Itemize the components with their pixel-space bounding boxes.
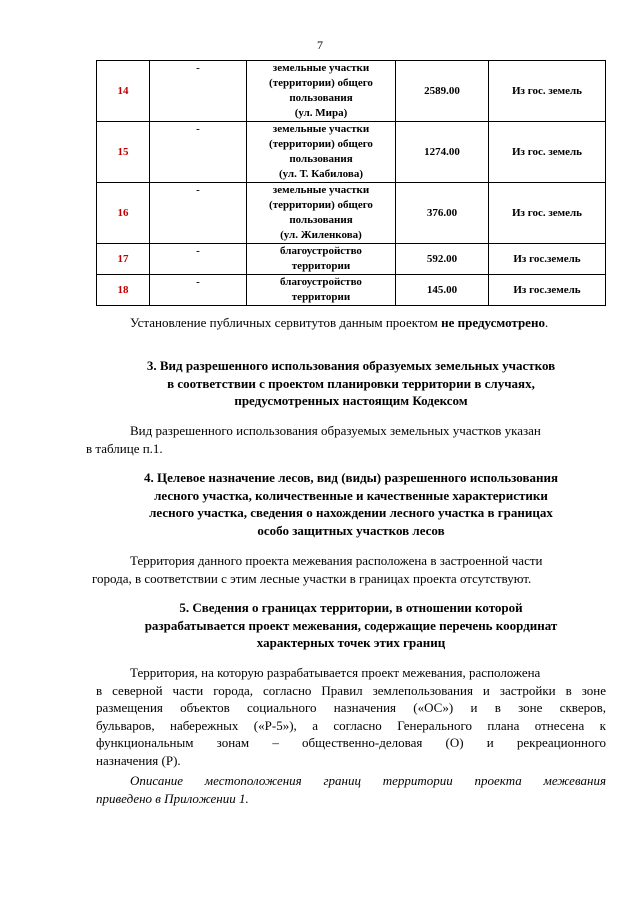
section-5-heading bbox=[96, 599, 606, 652]
row-area: 1274.00 bbox=[396, 122, 489, 183]
row-description-line: пользования bbox=[289, 153, 353, 165]
section-5-body-line: назначения (Р). bbox=[96, 752, 181, 768]
section-3-heading-line: в соответствии с проектом планировки территории в случаях, bbox=[167, 375, 535, 391]
section-5-body-line: функциональным зонам – общественно-деловая (О) и рекреационного bbox=[96, 735, 606, 750]
row-number: 18 bbox=[97, 275, 150, 306]
appendix-note-line: приведено в Приложении 1. bbox=[96, 790, 249, 806]
row-description bbox=[247, 275, 396, 306]
section-4-heading-line: 4. Целевое назначение лесов, вид (виды) разрешенного использования bbox=[144, 470, 558, 485]
section-5-heading-line: разрабатывается проект межевания, содержащие перечень координат bbox=[144, 617, 558, 633]
section-3-heading-line: предусмотренных настоящим Кодексом bbox=[234, 393, 468, 408]
row-description-line: территории bbox=[291, 260, 351, 272]
servitude-end: . bbox=[544, 315, 549, 330]
row-description-line: благоустройство bbox=[280, 245, 362, 257]
row-description-line: земельные участки bbox=[272, 62, 370, 74]
row-dash: - bbox=[150, 244, 247, 275]
section-5-body-line: бульваров, набережных («Р-5»), а согласно Генерального плана отнесена к bbox=[96, 717, 606, 733]
row-dash: - bbox=[150, 275, 247, 306]
table-row bbox=[97, 122, 606, 183]
appendix-note-line: Описание местоположения границ территории проекта межевания bbox=[130, 773, 606, 788]
servitude-paragraph bbox=[96, 314, 606, 332]
row-description bbox=[247, 61, 396, 122]
row-description-line: земельные участки bbox=[272, 184, 370, 196]
table-row bbox=[97, 183, 606, 244]
row-description-line: (территории) общего bbox=[269, 138, 373, 150]
row-area: 145.00 bbox=[396, 275, 489, 306]
row-description-line: (ул. Жиленкова) bbox=[280, 229, 362, 241]
section-4-heading-line: особо защитных участков лесов bbox=[257, 522, 445, 538]
section-3-body-line: Вид разрешенного использования образуемых земельных участков указан bbox=[130, 423, 541, 438]
servitude-bold: не предусмотрено bbox=[441, 315, 545, 330]
section-3-body-line: в таблице п.1. bbox=[86, 440, 163, 456]
row-description-line: (территории) общего bbox=[269, 199, 373, 211]
table-row bbox=[97, 275, 606, 306]
row-description bbox=[247, 183, 396, 244]
section-5-heading-line: 5. Сведения о границах территории, в отношении которой bbox=[179, 600, 523, 615]
row-area: 2589.00 bbox=[396, 61, 489, 122]
row-description bbox=[247, 244, 396, 275]
row-number: 15 bbox=[97, 122, 150, 183]
section-4-heading-line: лесного участка, сведения о нахождении лесного участка в границах bbox=[149, 505, 553, 520]
section-5-body bbox=[96, 664, 606, 769]
row-description-line: пользования bbox=[289, 214, 353, 226]
section-3-heading-line: 3. Вид разрешенного использования образуемых земельных участков bbox=[146, 358, 556, 373]
appendix-note bbox=[96, 772, 606, 807]
row-description-line: территории bbox=[291, 291, 351, 303]
table-row bbox=[97, 244, 606, 275]
section-4-body-line: города, в соответствии с этим лесные участки в границах проекта отсутствуют. bbox=[92, 570, 532, 586]
row-area: 592.00 bbox=[396, 244, 489, 275]
row-number: 16 bbox=[97, 183, 150, 244]
section-5-heading-line: характерных точек этих границ bbox=[256, 635, 446, 650]
row-dash: - bbox=[150, 61, 247, 122]
row-dash: - bbox=[150, 122, 247, 183]
row-description-line: (ул. Мира) bbox=[294, 107, 348, 119]
section-4-body bbox=[92, 552, 606, 587]
section-4-body-line: Территория данного проекта межевания расположена в застроенной части bbox=[130, 553, 543, 568]
row-area: 376.00 bbox=[396, 183, 489, 244]
row-description-line: (ул. Т. Кабилова) bbox=[279, 168, 363, 180]
row-source: Из гос. земель bbox=[489, 61, 606, 122]
row-number: 17 bbox=[97, 244, 150, 275]
row-source: Из гос.земель bbox=[489, 244, 606, 275]
section-5-body-line: в северной части города, согласно Правил землепользования и застройки в зоне bbox=[96, 682, 606, 698]
servitude-text: Установление публичных сервитутов данным проектом bbox=[130, 315, 442, 330]
row-number: 14 bbox=[97, 61, 150, 122]
table-row bbox=[97, 61, 606, 122]
section-3-heading bbox=[96, 357, 606, 410]
section-4-heading-line: лесного участка, количественные и качественные характеристики bbox=[154, 487, 548, 503]
row-source: Из гос. земель bbox=[489, 183, 606, 244]
section-4-heading bbox=[96, 469, 606, 539]
row-dash: - bbox=[150, 183, 247, 244]
section-5-body-line: размещения объектов социального назначения («ОС») и в зоне скверов, bbox=[96, 700, 606, 715]
row-description-line: благоустройство bbox=[280, 276, 362, 288]
page-number: 7 bbox=[317, 38, 323, 52]
parcels-table bbox=[96, 60, 606, 306]
row-description-line: пользования bbox=[289, 92, 353, 104]
row-description-line: земельные участки bbox=[272, 123, 370, 135]
row-description-line: (территории) общего bbox=[269, 77, 373, 89]
row-description bbox=[247, 122, 396, 183]
section-3-body bbox=[86, 422, 606, 457]
row-source: Из гос.земель bbox=[489, 275, 606, 306]
section-5-body-line: Территория, на которую разрабатывается проект межевания, расположена bbox=[130, 665, 541, 680]
row-source: Из гос. земель bbox=[489, 122, 606, 183]
